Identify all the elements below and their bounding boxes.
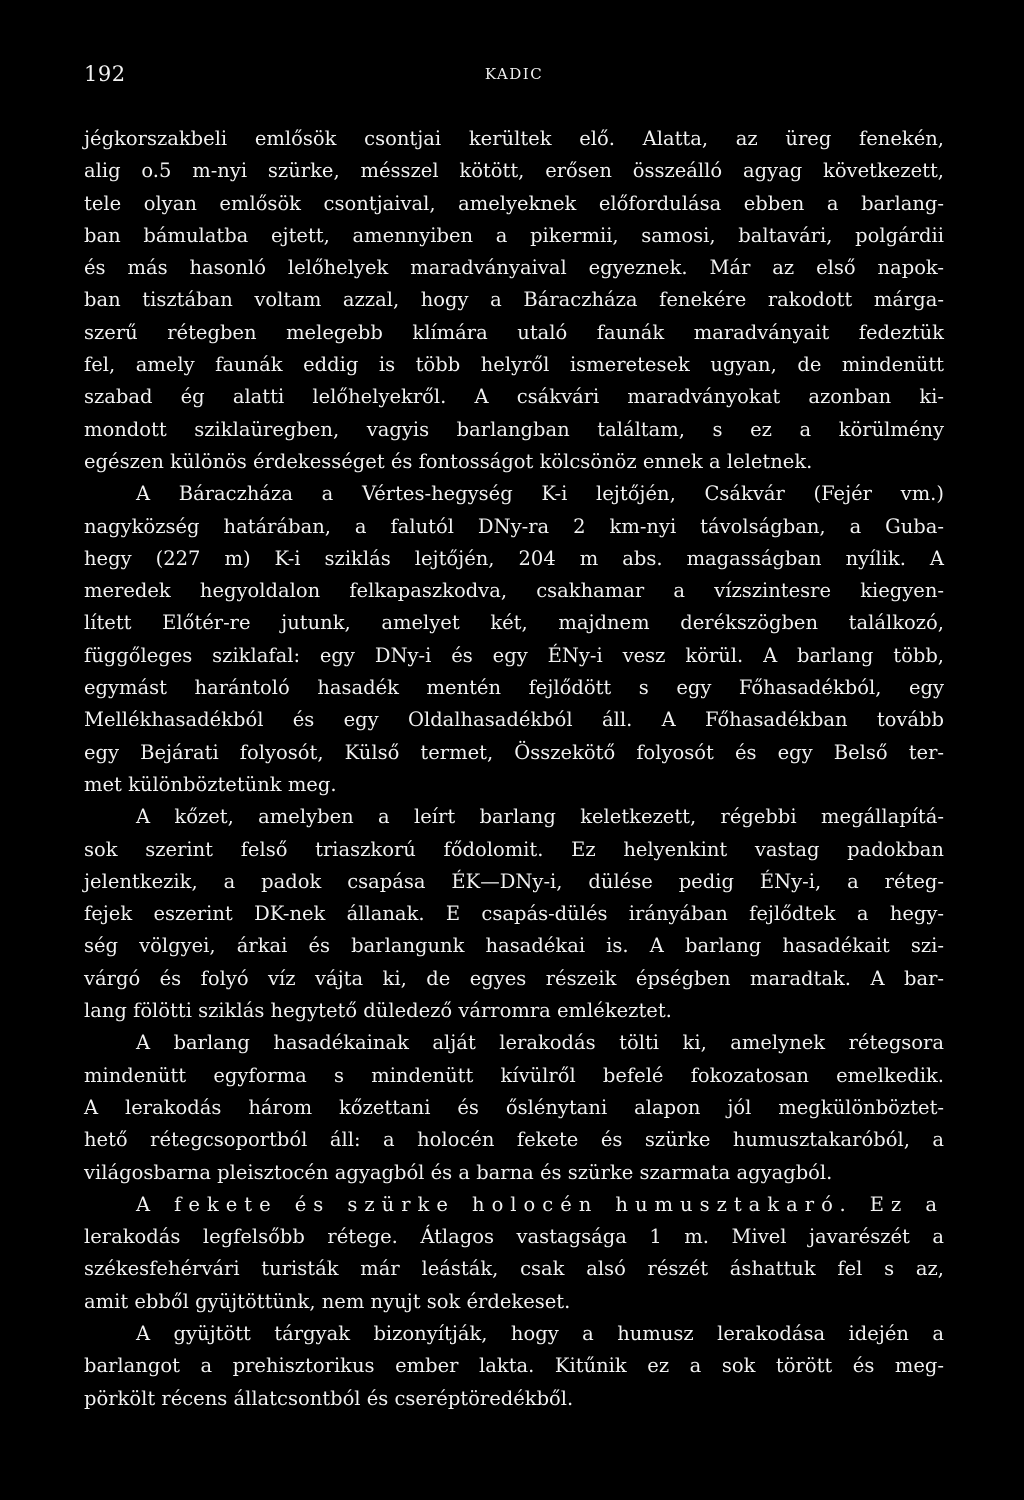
running-head: KADIC: [484, 65, 544, 83]
text-line: meredek hegyoldalon felkapaszkodva, csakhamar a vízszintesre kiegyen-: [84, 579, 944, 603]
text-line: fejek eszerint DK-nek állanak. E csapás-dülés irányában fejlődtek a hegy-: [84, 902, 944, 926]
text-line: ség völgyei, árkai és barlangunk hasadékai is. A barlang hasadékait szi-: [84, 934, 944, 958]
text-line: pörkölt récens állatcsontból és cseréptöredékből.: [84, 1386, 574, 1410]
page-header: [84, 62, 944, 92]
text-line: egy Bejárati folyosót, Külső termet, Összekötő folyosót és egy Belső ter-: [84, 740, 944, 764]
text-line: A kőzet, amelyben a leírt barlang keletkezett, régebbi megállapítá-: [136, 805, 944, 829]
text-line: hegy (227 m) K-i sziklás lejtőjén, 204 m abs. magasságban nyílik. A: [84, 546, 944, 570]
text-line: függőleges sziklafal: egy DNy-i és egy ÉNy-i vesz körül. A barlang több,: [84, 643, 944, 667]
text-line: lerakodás legfelsőbb rétege. Átlagos vastagsága 1 m. Mivel javarészét a: [84, 1225, 944, 1249]
text-line: fel, amely faunák eddig is több helyről ismeretesek ugyan, de mindenütt: [84, 353, 944, 377]
text-line: és más hasonló lelőhelyek maradványaival egyeznek. Már az első napok-: [84, 256, 944, 280]
text-line: alig o.5 m-nyi szürke, mésszel kötött, erősen összeálló agyag következett,: [84, 159, 944, 183]
text-line: mindenütt egyforma s mindenütt kívülről befelé fokozatosan emelkedik.: [84, 1063, 944, 1087]
text-line: egészen különös érdekességet és fontosságot kölcsönöz ennek a leletnek.: [84, 449, 813, 473]
text-line: barlangot a prehisztorikus ember lakta. Kitűnik ez a sok törött és meg-: [84, 1354, 944, 1378]
text-line: A Báraczháza a Vértes-hegység K-i lejtőjén, Csákvár (Fejér vm.): [136, 482, 944, 506]
text-line: mondott sziklaüregben, vagyis barlangban találtam, s ez a körülmény: [84, 417, 944, 441]
text-line: A lerakodás három kőzettani és őslénytani alapon jól megkülönböztet-: [84, 1095, 944, 1119]
text-line: ban tisztában voltam azzal, hogy a Báraczháza fenekére rakodott márga-: [84, 288, 944, 312]
text-line: met különböztetünk meg.: [84, 772, 337, 796]
text-line: nagyközség határában, a falutól DNy-ra 2 km-nyi távolságban, a Guba-: [84, 514, 944, 538]
text-line: hető rétegcsoportból áll: a holocén fekete és szürke humusztakaróból, a: [84, 1128, 944, 1152]
text-line: jégkorszakbeli emlősök csontjai kerültek elő. Alatta, az üreg fenekén,: [84, 127, 944, 150]
text-line: lang fölötti sziklás hegytető düledező várromra emlékeztet.: [84, 999, 672, 1023]
text-line: szabad ég alatti lelőhelyekről. A csákvári maradványokat azonban ki-: [84, 385, 944, 409]
text-line: sok szerint felső triaszkorú fődolomit. Ez helyenkint vastag padokban: [84, 837, 944, 861]
text-line: lített Előtér-re jutunk, amelyet két, majdnem derékszögben találkozó,: [84, 611, 944, 635]
text-line: ban bámulatba ejtett, amennyiben a pikermii, samosi, baltavári, polgárdii: [84, 223, 944, 247]
page-number: 192: [84, 62, 126, 86]
text-line: székesfehérvári turisták már leásták, csak alsó részét áshattuk fel s az,: [84, 1257, 944, 1281]
text-line: A fekete és szürke holocén humusztakaró. Ez a: [136, 1192, 944, 1216]
text-line: A gyüjtött tárgyak bizonyítják, hogy a humusz lerakodása idején a: [136, 1321, 944, 1345]
text-line: jelentkezik, a padok csapása ÉK—DNy-i, dülése pedig ÉNy-i, a réteg-: [84, 869, 944, 893]
text-line: szerű rétegben melegebb klímára utaló faunák maradványait fedeztük: [84, 320, 944, 344]
text-line: tele olyan emlősök csontjaival, amelyeknek előfordulása ebben a barlang-: [84, 191, 944, 215]
text-line: világosbarna pleisztocén agyagból és a barna és szürke szarmata agyagból.: [84, 1160, 833, 1184]
text-line: egymást harántoló hasadék mentén fejlődött s egy Főhasadékból, egy: [84, 676, 944, 700]
text-line: várgó és folyó víz vájta ki, de egyes részeik épségben maradtak. A bar-: [84, 966, 944, 990]
text-line: A barlang hasadékainak alját lerakodás tölti ki, amelynek rétegsora: [136, 1031, 944, 1055]
text-line: Mellékhasadékból és egy Oldalhasadékból áll. A Főhasadékban tovább: [84, 708, 944, 732]
body-text: [84, 123, 944, 1415]
text-line: amit ebből gyüjtöttünk, nem nyujt sok érdekeset.: [84, 1289, 571, 1313]
